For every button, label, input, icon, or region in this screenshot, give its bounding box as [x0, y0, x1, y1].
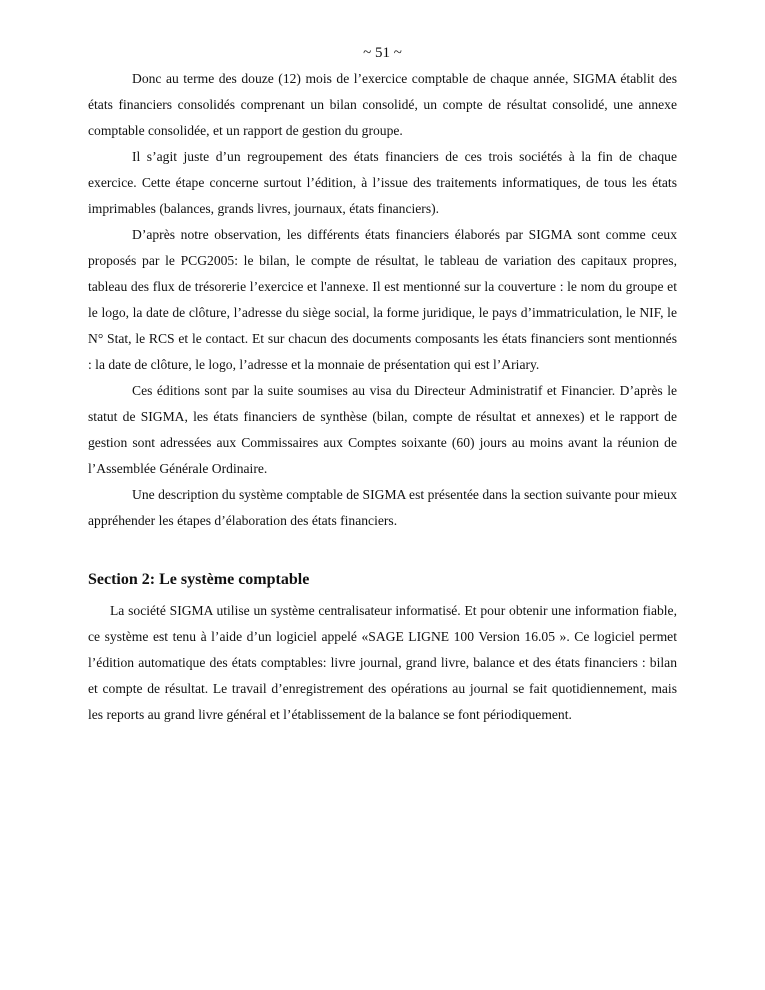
paragraph-grouping: Il s’agit juste d’un regroupement des états financiers de ces trois sociétés à la fin de chaque exercice. Cette étape concerne surtout l’édition, à l’issue des traitements informatiques, de tous les états imprimables (balances, grands livres, journaux, états financiers).: [88, 149, 677, 216]
paragraph-consolidated-statements: Donc au terme des douze (12) mois de l’exercice comptable de chaque année, SIGMA établit des états financiers consolidés comprenant un bilan consolidé, un compte de résultat consolidé, une annexe comptable consolidée, et un rapport de gestion du groupe.: [88, 71, 677, 138]
paragraph-description: Une description du système comptable de SIGMA est présentée dans la section suivante pour mieux appréhender les étapes d’élaboration des états financiers.: [88, 487, 677, 528]
document-body: [88, 66, 677, 728]
paragraph-editions: Ces éditions sont par la suite soumises au visa du Directeur Administratif et Financier. D’après le statut de SIGMA, les états financiers de synthèse (bilan, compte de résultat et annexes) et le rapport de gestion sont adressées aux Commissaires aux Comptes soixante (60) jours au moins avant la réunion de l’Assemblée Générale Ordinaire.: [88, 383, 677, 476]
page-number: ~ 51 ~: [363, 45, 402, 61]
paragraph-accounting-system: La société SIGMA utilise un système centralisateur informatisé. Et pour obtenir une information fiable, ce système est tenu à l’aide d’un logiciel appelé «SAGE LIGNE 100 Version 16.05 ». Ce logiciel permet l’édition automatique des états comptables: livre journal, grand livre, balance et des états financiers : bilan et compte de résultat. Le travail d’enregistrement des opérations au journal se fait quotidiennement, mais les reports au grand livre général et l’établissement de la balance se font périodiquement.: [88, 603, 677, 722]
paragraph-observation: D’après notre observation, les différents états financiers élaborés par SIGMA sont comme ceux proposés par le PCG2005: le bilan, le compte de résultat, le tableau de variation des capitaux propres, tableau des flux de trésorerie l’exercice et l'annexe. Il est mentionné sur la couverture : le nom du groupe et le logo, la date de clôture, l’adresse du siège social, la forme juridique, le pays d’immatriculation, le NIF, le N° Stat, le RCS et le contact. Et sur chacun des documents composants les états financiers sont mentionnés : la date de clôture, le logo, l’adresse et la monnaie de présentation qui est l’Ariary.: [88, 227, 677, 372]
section-heading: Section 2: Le système comptable: [88, 571, 310, 588]
